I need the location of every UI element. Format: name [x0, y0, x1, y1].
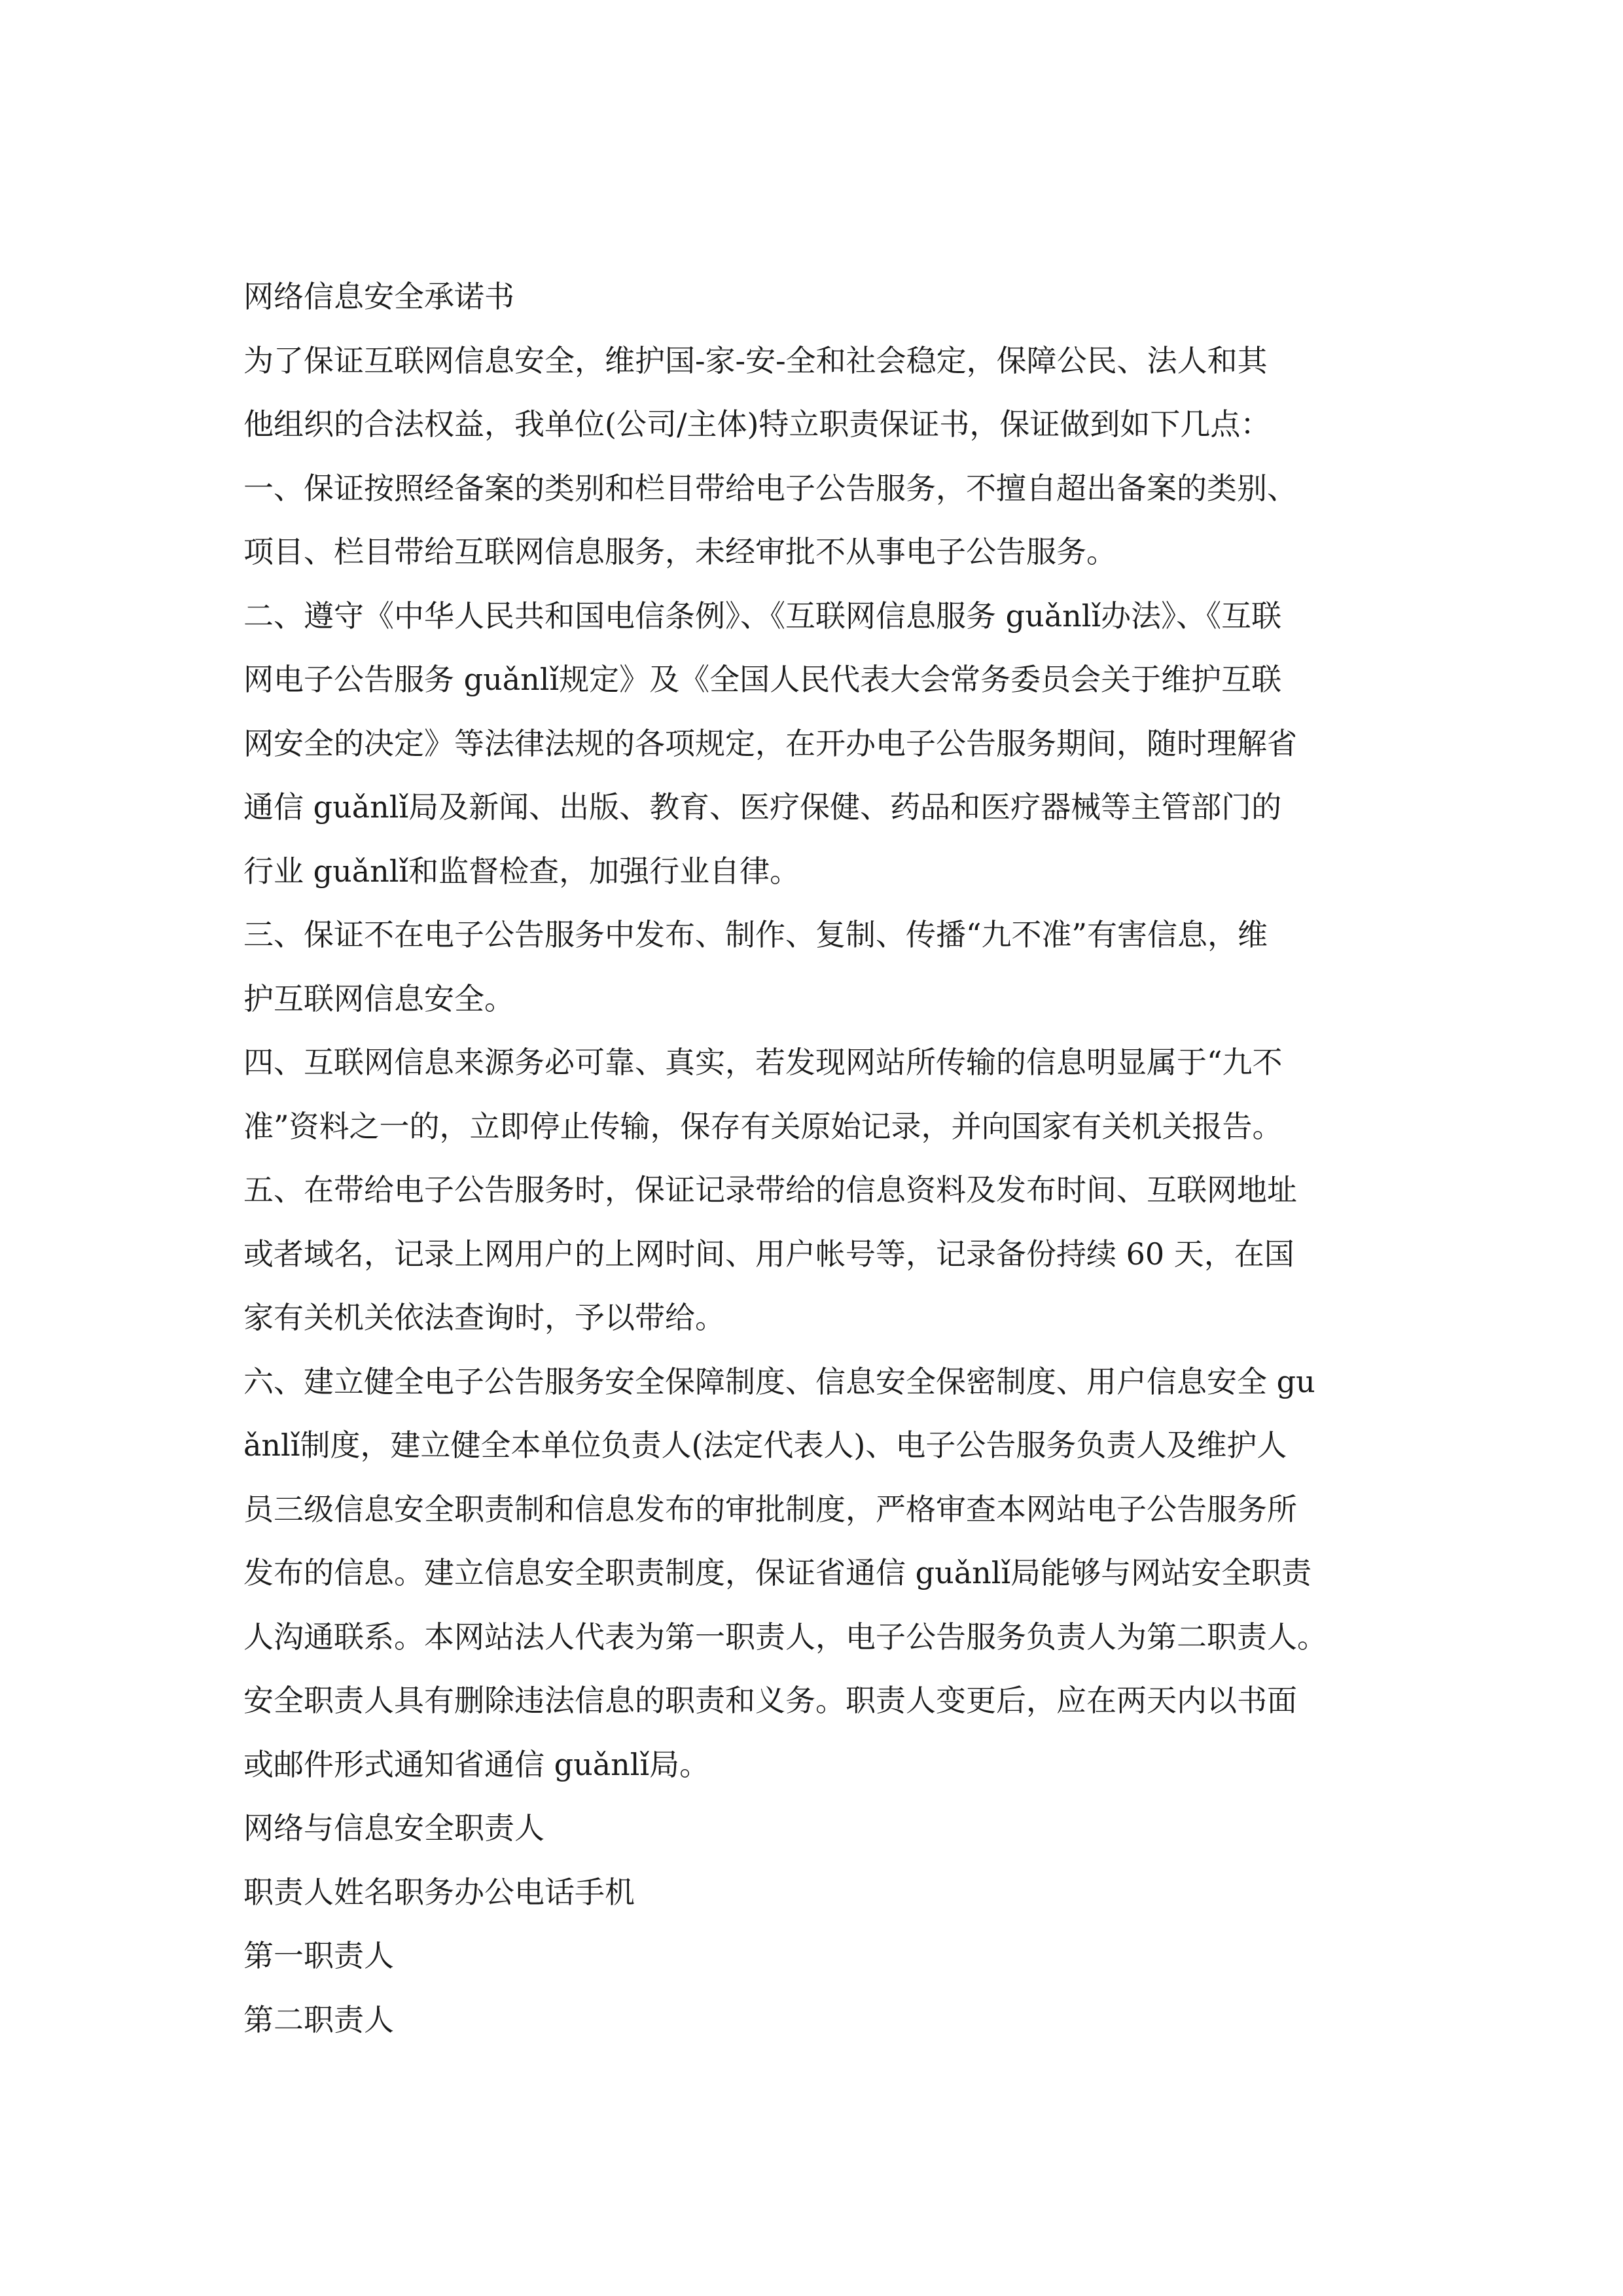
document-line: 员三级信息安全职责制和信息发布的审批制度，严格审查本网站电子公告服务所 [243, 1491, 1297, 1527]
document-line: 或者域名，记录上网用户的上网时间、用户帐号等，记录备份持续 60 天，在国 [243, 1236, 1294, 1272]
document-line: 职责人姓名职务办公电话手机 [243, 1874, 635, 1910]
document-line: ǎnlǐ制度，建立健全本单位负责人(法定代表人)、电子公告服务负责人及维护人 [243, 1427, 1287, 1463]
document-line: 护互联网信息安全。 [243, 980, 514, 1016]
document-line: 一、保证按照经备案的类别和栏目带给电子公告服务，不擅自超出备案的类别、 [243, 470, 1297, 506]
document-line: 五、在带给电子公告服务时，保证记录带给的信息资料及发布时间、互联网地址 [243, 1172, 1297, 1208]
document-line: 人沟通联系。本网站法人代表为第一职责人，电子公告服务负责人为第二职责人。 [243, 1619, 1327, 1655]
document-line: 项目、栏目带给互联网信息服务，未经审批不从事电子公告服务。 [243, 534, 1116, 569]
document-line: 第二职责人 [243, 2001, 394, 2037]
document-line: 准”资料之一的，立即停止传输，保存有关原始记录，并向国家有关机关报告。 [243, 1108, 1283, 1144]
document-line: 他组织的合法权益，我单位(公司/主体)特立职责保证书，保证做到如下几点： [243, 406, 1271, 442]
document-line: 六、建立健全电子公告服务安全保障制度、信息安全保密制度、用户信息安全 gu [243, 1363, 1315, 1399]
document-line: 第一职责人 [243, 1938, 394, 1973]
document-body [243, 329, 1395, 2053]
document-line: 四、互联网信息来源务必可靠、真实，若发现网站所传输的信息明显属于“九不 [243, 1045, 1283, 1080]
document-line: 三、保证不在电子公告服务中发布、制作、复制、传播“九不准”有害信息，维 [243, 917, 1268, 952]
document-line: 发布的信息。建立信息安全职责制度，保证省通信 guǎnlǐ局能够与网站安全职责 [243, 1555, 1312, 1590]
document-line: 通信 guǎnlǐ局及新闻、出版、教育、医疗保健、药品和医疗器械等主管部门的 [243, 789, 1282, 825]
document-line: 家有关机关依法查询时，予以带给。 [243, 1300, 725, 1335]
document-line: 网安全的决定》等法律法规的各项规定，在开办电子公告服务期间，随时理解省 [243, 725, 1297, 761]
document-line: 为了保证互联网信息安全，维护国-家-安-全和社会稳定，保障公民、法人和其 [243, 342, 1268, 378]
document-title: 网络信息安全承诺书 [243, 279, 514, 314]
document-page [243, 265, 1395, 2052]
document-line: 行业 guǎnlǐ和监督检查，加强行业自律。 [243, 853, 800, 889]
document-line: 或邮件形式通知省通信 guǎnlǐ局。 [243, 1746, 710, 1782]
document-line: 网电子公告服务 guǎnlǐ规定》及《全国人民代表大会常务委员会关于维护互联 [243, 662, 1282, 697]
document-line: 安全职责人具有删除违法信息的职责和义务。职责人变更后，应在两天内以书面 [243, 1683, 1297, 1718]
document-line: 二、遵守《中华人民共和国电信条例》、《互联网信息服务 guǎnlǐ办法》、《互联 [243, 598, 1282, 634]
document-line: 网络与信息安全职责人 [243, 1810, 544, 1846]
